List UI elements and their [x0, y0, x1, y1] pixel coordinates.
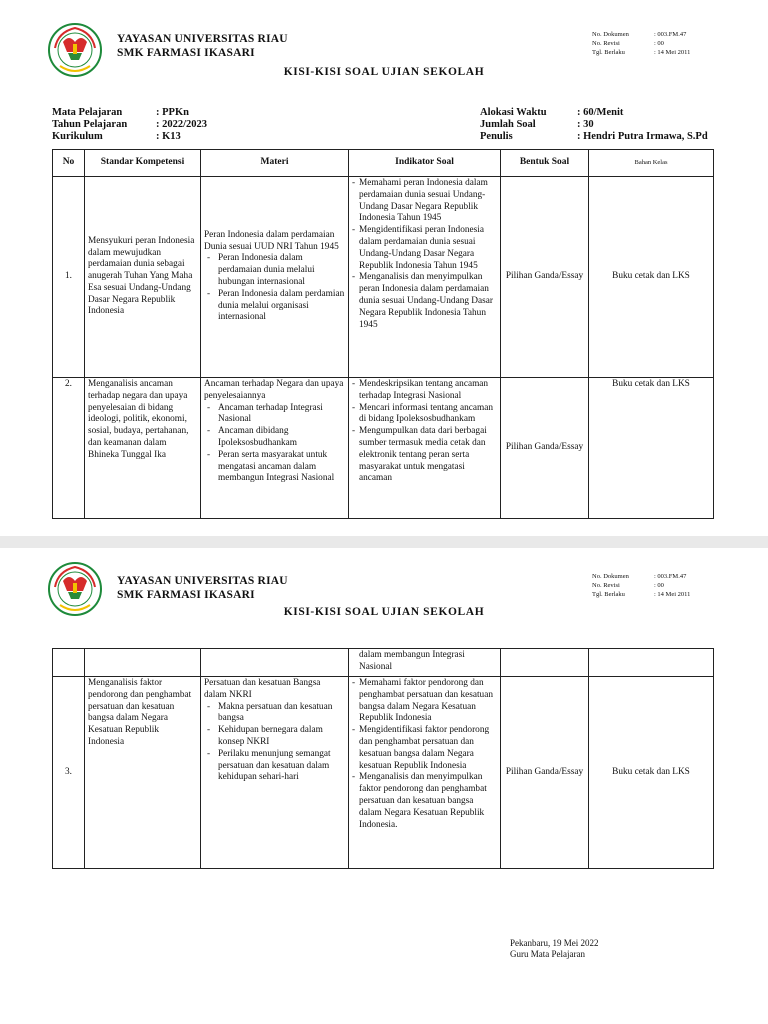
document-meta: [592, 30, 690, 57]
materi-item: - Kehidupan bernegara dalam konsep NKRI: [218, 725, 345, 749]
materi: [201, 378, 349, 519]
indikator-soal: [349, 177, 501, 378]
materi-item: - Makna persatuan dan kesatuan bangsa: [218, 702, 345, 726]
standar-kompetensi: Mensyukuri peran Indonesia dalam mewujudkan perdamaian dunia sebagai anugerah Tuhan Yang Maha Esa sesuai Undang-Undang Dasar Negara Republik Indonesia: [85, 177, 201, 378]
materi-item: - Peran Indonesia dalam perdamaian dunia melalui hubungan internasional: [218, 253, 345, 288]
indikator-continuation: dalam membangun Integrasi Nasional: [349, 649, 501, 677]
info-label: Penulis: [480, 131, 513, 142]
info-value: : PPKn: [156, 107, 189, 118]
info-value: : Hendri Putra Irmawa, S.Pd: [577, 131, 708, 142]
kisi-kisi-table-continued: [52, 648, 714, 869]
indikator-item: - Mengidentifikasi faktor pendorong dan penghambat persatuan dan kesatuan bangsa dalam Negara kesatuan Republik Indonesia: [359, 725, 497, 772]
indikator-item: - Memahami peran Indonesia dalam perdamaian dunia sesuai Undang-Undang Dasar Negara Republik Indonesia Tahun 1945: [359, 178, 497, 225]
org-line-1: YAYASAN UNIVERSITAS RIAU: [117, 575, 288, 587]
info-label: Mata Pelajaran: [52, 107, 123, 118]
bentuk-soal: Pilihan Ganda/Essay: [501, 378, 589, 519]
info-label: Jumlah Soal: [480, 119, 536, 130]
info-value: : 30: [577, 119, 594, 130]
indikator-item: - Mendeskripsikan tentang ancaman terhadap Integrasi Nasional: [359, 379, 497, 403]
materi-item: - Peran serta masyarakat untuk mengatasi ancaman dalam membangun Integrasi Nasional: [218, 450, 345, 485]
signature-place-date: Pekanbaru, 19 Mei 2022: [510, 938, 599, 948]
empty-cell: [201, 649, 349, 677]
kisi-kisi-table: [52, 149, 714, 519]
table-row: [53, 177, 714, 378]
indikator-item: - Mencari informasi tentang ancaman di bidang Ipoleksosbudhankam: [359, 403, 497, 427]
indikator-soal: [349, 378, 501, 519]
bentuk-soal: Pilihan Ganda/Essay: [501, 677, 589, 869]
indikator-item: - Menganalisis dan menyimpulkan peran Indonesia dalam perdamaian dunia sesuai Undang-Undang Dasar Negara Republik Indonesia Tahun 1945: [359, 272, 497, 331]
exam-info: [480, 107, 708, 143]
row-number: 1.: [53, 177, 85, 378]
info-value: : 60/Menit: [577, 107, 624, 118]
materi-item: - Peran Indonesia dalam perdamian dunia melalui organisasi internasional: [218, 289, 345, 324]
indikator-item: - Menganalisis dan menyimpulkan faktor pendorong dan penghambat persatuan dan kesatuan bangsa dalam Negara Kesatuan Republik Indonesia.: [359, 772, 497, 831]
column-header: Indikator Soal: [349, 150, 501, 177]
standar-kompetensi: Menganalisis faktor pendorong dan penghambat persatuan dan kesatuan bangsa dalam Negara Kesatuan Republik Indonesia: [85, 677, 201, 869]
org-line-2: SMK FARMASI IKASARI: [117, 589, 255, 601]
bentuk-soal: Pilihan Ganda/Essay: [501, 177, 589, 378]
meta-label: No. Revisi: [592, 40, 620, 47]
meta-value: : 14 Mei 2011: [654, 49, 691, 56]
meta-label: Tgl. Berlaku: [592, 49, 625, 56]
info-value: : 2022/2023: [156, 119, 208, 130]
info-label: Kurikulum: [52, 131, 103, 142]
document-title: KISI-KISI SOAL UJIAN SEKOLAH: [283, 66, 485, 78]
meta-value: : 003.FM.47: [654, 31, 687, 38]
table-row: [53, 677, 714, 869]
signature-role: Guru Mata Pelajaran: [510, 949, 585, 959]
subject-info: [52, 107, 207, 143]
meta-label: No. Dokumen: [592, 31, 629, 38]
materi: [201, 677, 349, 869]
standar-kompetensi: Menganalisis ancaman terhadap negara dan upaya penyelesaian di bidang ideologi, politik, ekonomi, sosial, budaya, pertahanan, dan keamanan dalam Bhineka Tunggal Ika: [85, 378, 201, 519]
column-header: No: [53, 150, 85, 177]
info-label: Tahun Pelajaran: [52, 119, 128, 130]
materi-title: Persatuan dan kesatuan Bangsa dalam NKRI: [204, 678, 321, 700]
indikator-item: - Mengumpulkan data dari berbagai sumber termasuk media cetak dan elektronik tentang peran serta masyarakat untuk mengatasi ancaman: [359, 426, 497, 485]
document-page-2: [0, 548, 768, 1024]
info-value: : K13: [156, 131, 181, 142]
empty-cell: [85, 649, 201, 677]
row-number: 2.: [53, 378, 85, 519]
column-header: Bahan Kelas: [589, 150, 714, 177]
signature-block: [510, 938, 598, 960]
bahan-kelas: Buku cetak dan LKS: [589, 177, 714, 378]
bahan-kelas: Buku cetak dan LKS: [589, 677, 714, 869]
materi-item: - Perilaku menunjung semangat persatuan dan kesatuan dalam kehidupan sehari-hari: [218, 749, 345, 784]
empty-cell: [501, 649, 589, 677]
empty-cell: [589, 649, 714, 677]
row-number: 3.: [53, 677, 85, 869]
empty-cell: [53, 649, 85, 677]
meta-value: : 00: [654, 40, 664, 47]
column-header: Materi: [201, 150, 349, 177]
meta-label: Tgl. Berlaku: [592, 591, 625, 598]
meta-value: : 00: [654, 582, 664, 589]
meta-value: : 003.FM.47: [654, 573, 687, 580]
table-row: [53, 378, 714, 519]
info-label: Alokasi Waktu: [480, 107, 547, 118]
org-line-2: SMK FARMASI IKASARI: [117, 47, 255, 59]
organization-name: [117, 32, 288, 60]
materi-title: Ancaman terhadap Negara dan upaya penyelesaiannya: [204, 379, 344, 401]
column-header: Bentuk Soal: [501, 150, 589, 177]
indikator-soal: [349, 677, 501, 869]
indikator-item: - Memahami faktor pendorong dan penghambat persatuan dan kesatuan bangsa dalam Negara Kesatuan Republik Indonesia: [359, 678, 497, 725]
document-meta: [592, 572, 690, 599]
bahan-kelas: Buku cetak dan LKS: [589, 378, 714, 519]
organization-name: [117, 574, 288, 602]
materi-title: Peran Indonesia dalam perdamaian Dunia sesuai UUD NRI Tahun 1945: [204, 229, 339, 252]
materi: [201, 177, 349, 378]
org-line-1: YAYASAN UNIVERSITAS RIAU: [117, 33, 288, 45]
materi-item: - Ancaman dibidang Ipoleksosbudhankam: [218, 426, 345, 450]
meta-label: No. Revisi: [592, 582, 620, 589]
table-header-row: [53, 150, 714, 177]
meta-value: : 14 Mei 2011: [654, 591, 691, 598]
table-row-continuation: [53, 649, 714, 677]
indikator-item: - Mengidentifikasi peran Indonesia dalam perdamaian dunia sesuai Undang-Undang Dasar Negara Republik Indonesia Tahun 1945: [359, 225, 497, 272]
column-header: Standar Kompetensi: [85, 150, 201, 177]
document-title: KISI-KISI SOAL UJIAN SEKOLAH: [283, 606, 485, 618]
meta-label: No. Dokumen: [592, 573, 629, 580]
materi-item: - Ancaman terhadap Integrasi Nasional: [218, 403, 345, 427]
